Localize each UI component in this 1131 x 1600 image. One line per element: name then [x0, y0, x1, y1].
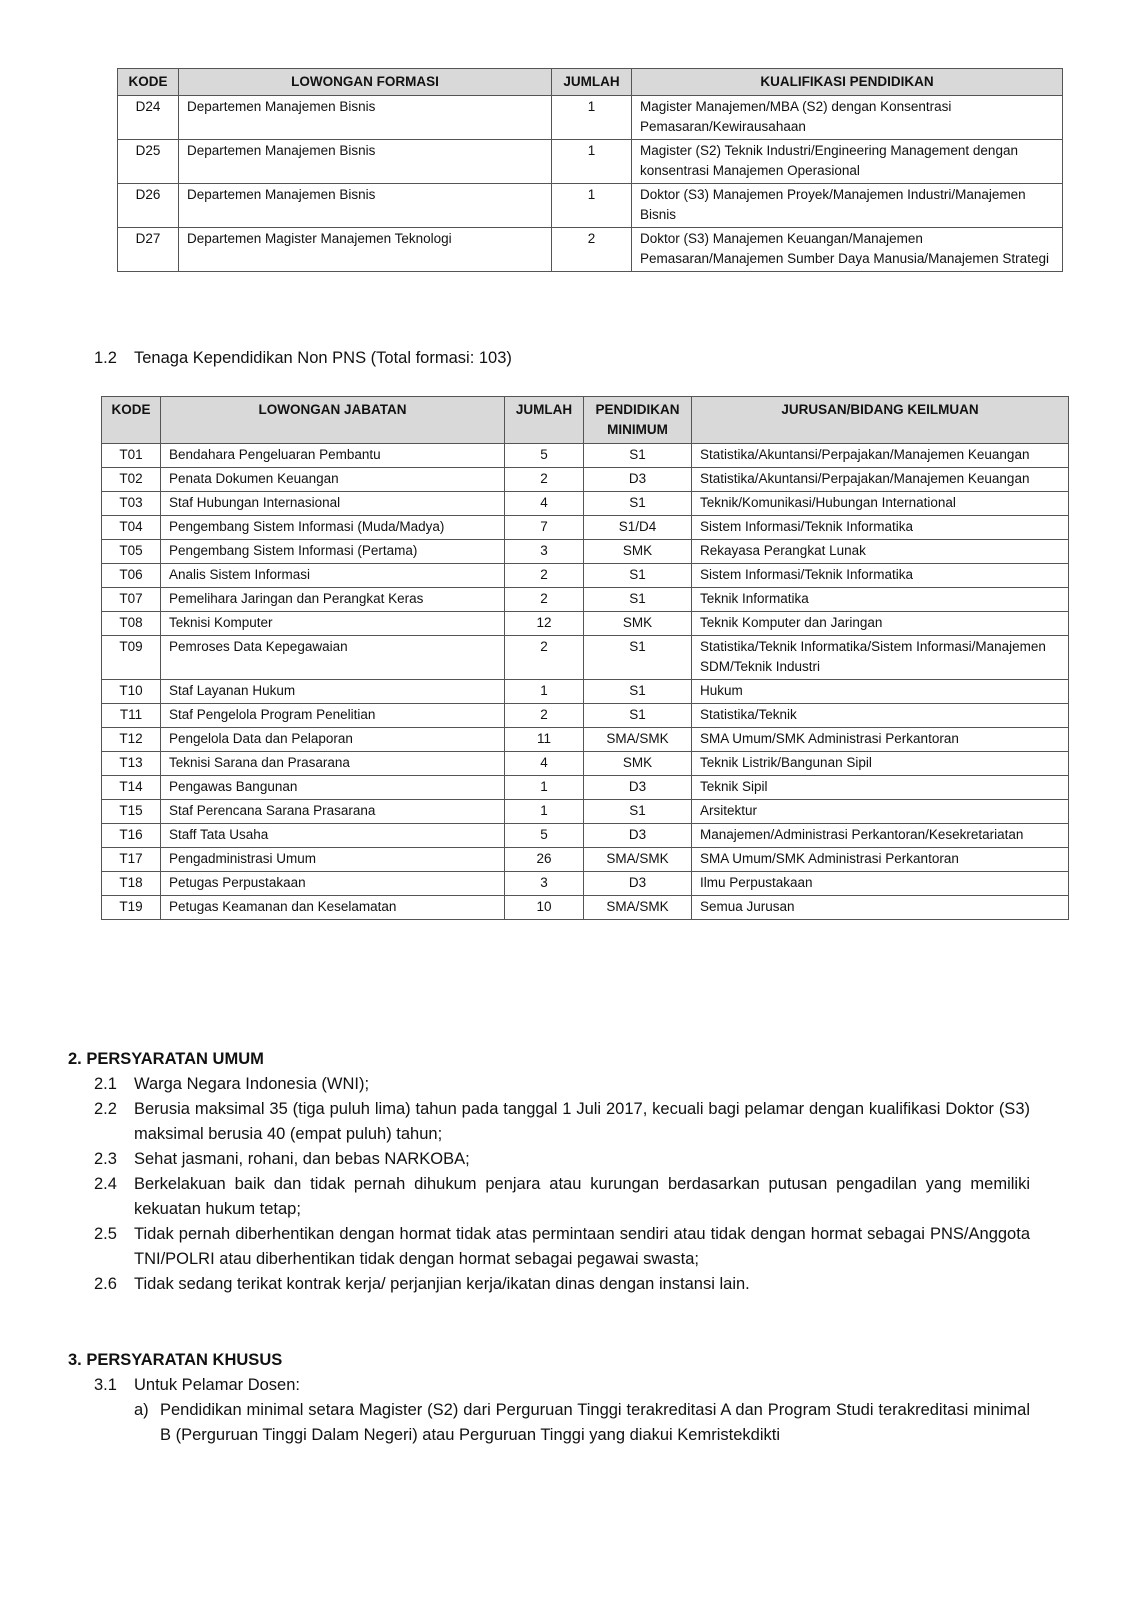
- table-cell: Manajemen/Administrasi Perkantoran/Kesekretariatan: [692, 824, 1069, 848]
- table-cell: S1: [584, 492, 692, 516]
- sub-title: Untuk Pelamar Dosen:: [134, 1376, 300, 1394]
- item-text: Berusia maksimal 35 (tiga puluh lima) tahun pada tanggal 1 Juli 2017, kecuali bagi pelamar dengan kualifikasi Doktor (S3) maksimal berusia 40 (empat puluh) tahun;: [134, 1100, 1030, 1143]
- table-cell: SMK: [584, 752, 692, 776]
- table-cell: Semua Jurusan: [692, 896, 1069, 920]
- table-cell: Staf Perencana Sarana Prasarana: [161, 800, 505, 824]
- table-cell: 2: [505, 588, 584, 612]
- table-cell: T14: [102, 776, 161, 800]
- table-row: [118, 140, 1063, 184]
- table-cell: 2: [505, 468, 584, 492]
- table-cell: 12: [505, 612, 584, 636]
- table-cell: Bendahara Pengeluaran Pembantu: [161, 444, 505, 468]
- table-cell: Teknisi Komputer: [161, 612, 505, 636]
- table-cell: Staf Hubungan Internasional: [161, 492, 505, 516]
- list-item: [68, 1222, 1030, 1272]
- table-cell: T02: [102, 468, 161, 492]
- table-cell: S1: [584, 564, 692, 588]
- table-row: [118, 96, 1063, 140]
- table-cell: T09: [102, 636, 161, 680]
- table-row: [102, 516, 1069, 540]
- item-number: 2.1: [94, 1075, 117, 1093]
- section-title: Tenaga Kependidikan Non PNS (Total formasi: 103): [134, 349, 512, 367]
- table-cell: T12: [102, 728, 161, 752]
- table-cell: T19: [102, 896, 161, 920]
- list-item: [68, 1172, 1030, 1222]
- item-number: 2.2: [94, 1100, 117, 1118]
- table-cell: 2: [505, 704, 584, 728]
- tenaga-kependidikan-table: [101, 396, 1069, 920]
- table-cell: SMA Umum/SMK Administrasi Perkantoran: [692, 728, 1069, 752]
- table-cell: Penata Dokumen Keuangan: [161, 468, 505, 492]
- item-text: Tidak sedang terikat kontrak kerja/ perjanjian kerja/ikatan dinas dengan instansi lain.: [134, 1275, 750, 1293]
- table-cell: 2: [505, 564, 584, 588]
- table-cell: S1/D4: [584, 516, 692, 540]
- table-cell: Petugas Keamanan dan Keselamatan: [161, 896, 505, 920]
- table-cell: T01: [102, 444, 161, 468]
- table-row: [102, 468, 1069, 492]
- table-cell: 4: [505, 752, 584, 776]
- table-row: [102, 564, 1069, 588]
- table-cell: 11: [505, 728, 584, 752]
- table-cell: T06: [102, 564, 161, 588]
- table-cell: Analis Sistem Informasi: [161, 564, 505, 588]
- table-cell: 7: [505, 516, 584, 540]
- table-cell: T15: [102, 800, 161, 824]
- table-cell: D26: [118, 184, 179, 228]
- table-cell: Pengadministrasi Umum: [161, 848, 505, 872]
- table-row: [102, 636, 1069, 680]
- table-cell: SMK: [584, 612, 692, 636]
- table-cell: Staf Pengelola Program Penelitian: [161, 704, 505, 728]
- section-2: [68, 1047, 1030, 1297]
- table-cell: 4: [505, 492, 584, 516]
- table-cell: 5: [505, 824, 584, 848]
- table-cell: T18: [102, 872, 161, 896]
- table-row: [102, 680, 1069, 704]
- table-cell: Teknik Informatika: [692, 588, 1069, 612]
- table-cell: Teknik Komputer dan Jaringan: [692, 612, 1069, 636]
- table-cell: Statistika/Teknik Informatika/Sistem Informasi/Manajemen SDM/Teknik Industri: [692, 636, 1069, 680]
- item-text: Pendidikan minimal setara Magister (S2) dari Perguruan Tinggi terakreditasi A dan Program Studi terakreditasi minimal B (Perguruan Tinggi Dalam Negeri) atau Perguruan Tinggi yang diakui Kemristekdikti: [160, 1401, 1030, 1444]
- table-cell: S1: [584, 800, 692, 824]
- table-cell: Departemen Magister Manajemen Teknologi: [179, 228, 552, 272]
- item-label: a): [134, 1401, 149, 1419]
- column-header: LOWONGAN FORMASI: [179, 69, 552, 96]
- table-cell: T05: [102, 540, 161, 564]
- section-1-2-heading: [94, 346, 994, 371]
- table-cell: 3: [505, 872, 584, 896]
- section-2-heading: 2. PERSYARATAN UMUM: [68, 1050, 264, 1068]
- item-number: 2.5: [94, 1225, 117, 1243]
- table-cell: 1: [552, 140, 632, 184]
- table-cell: Magister Manajemen/MBA (S2) dengan Konsentrasi Pemasaran/Kewirausahaan: [632, 96, 1063, 140]
- table-cell: Magister (S2) Teknik Industri/Engineering Management dengan konsentrasi Manajemen Operasional: [632, 140, 1063, 184]
- table-cell: S1: [584, 444, 692, 468]
- table-cell: Departemen Manajemen Bisnis: [179, 96, 552, 140]
- table-cell: Rekayasa Perangkat Lunak: [692, 540, 1069, 564]
- table-cell: Statistika/Akuntansi/Perpajakan/Manajemen Keuangan: [692, 444, 1069, 468]
- column-header: KUALIFIKASI PENDIDIKAN: [632, 69, 1063, 96]
- table-cell: D3: [584, 872, 692, 896]
- table-cell: S1: [584, 636, 692, 680]
- table-cell: Teknik Sipil: [692, 776, 1069, 800]
- table-cell: Departemen Manajemen Bisnis: [179, 184, 552, 228]
- table-row: [102, 588, 1069, 612]
- table-cell: Doktor (S3) Manajemen Keuangan/Manajemen Pemasaran/Manajemen Sumber Daya Manusia/Manajemen Strategi: [632, 228, 1063, 272]
- table-cell: Pengembang Sistem Informasi (Muda/Madya): [161, 516, 505, 540]
- table-cell: 2: [505, 636, 584, 680]
- column-header: KODE: [118, 69, 179, 96]
- column-header: JUMLAH: [505, 397, 584, 444]
- table-cell: T08: [102, 612, 161, 636]
- table-cell: Sistem Informasi/Teknik Informatika: [692, 516, 1069, 540]
- table-cell: SMK: [584, 540, 692, 564]
- table-cell: Pengembang Sistem Informasi (Pertama): [161, 540, 505, 564]
- table-cell: Pengawas Bangunan: [161, 776, 505, 800]
- table-cell: 5: [505, 444, 584, 468]
- section-3: [68, 1348, 1030, 1448]
- table-row: [102, 800, 1069, 824]
- table-cell: 3: [505, 540, 584, 564]
- table-row: [102, 848, 1069, 872]
- table-cell: Teknik/Komunikasi/Hubungan International: [692, 492, 1069, 516]
- table-cell: D3: [584, 824, 692, 848]
- list-item: [68, 1147, 1030, 1172]
- table-row: [102, 540, 1069, 564]
- table-row: [102, 872, 1069, 896]
- table-cell: T17: [102, 848, 161, 872]
- item-number: 2.6: [94, 1275, 117, 1293]
- table-cell: Pengelola Data dan Pelaporan: [161, 728, 505, 752]
- table-cell: Arsitektur: [692, 800, 1069, 824]
- table-cell: Doktor (S3) Manajemen Proyek/Manajemen Industri/Manajemen Bisnis: [632, 184, 1063, 228]
- table-cell: Petugas Perpustakaan: [161, 872, 505, 896]
- table-cell: SMA/SMK: [584, 728, 692, 752]
- table-cell: S1: [584, 680, 692, 704]
- column-header: KODE: [102, 397, 161, 444]
- column-header: JURUSAN/BIDANG KEILMUAN: [692, 397, 1069, 444]
- table-cell: Staff Tata Usaha: [161, 824, 505, 848]
- table-cell: 2: [552, 228, 632, 272]
- sub-number: 3.1: [94, 1376, 117, 1394]
- table-cell: Pemelihara Jaringan dan Perangkat Keras: [161, 588, 505, 612]
- table-cell: Staf Layanan Hukum: [161, 680, 505, 704]
- table-cell: D3: [584, 776, 692, 800]
- table-cell: T03: [102, 492, 161, 516]
- table-cell: Hukum: [692, 680, 1069, 704]
- list-item: [68, 1272, 1030, 1297]
- table-cell: Statistika/Akuntansi/Perpajakan/Manajemen Keuangan: [692, 468, 1069, 492]
- table-cell: D27: [118, 228, 179, 272]
- item-number: 2.4: [94, 1175, 117, 1193]
- table-cell: T16: [102, 824, 161, 848]
- table-cell: Teknik Listrik/Bangunan Sipil: [692, 752, 1069, 776]
- table-cell: S1: [584, 704, 692, 728]
- formasi-dosen-table: [117, 68, 1063, 272]
- table-row: [102, 704, 1069, 728]
- section-number: 1.2: [94, 349, 117, 367]
- table-cell: Ilmu Perpustakaan: [692, 872, 1069, 896]
- item-text: Warga Negara Indonesia (WNI);: [134, 1075, 370, 1093]
- table-cell: 1: [505, 800, 584, 824]
- table-row: [118, 184, 1063, 228]
- table-cell: 10: [505, 896, 584, 920]
- table-cell: Pemroses Data Kepegawaian: [161, 636, 505, 680]
- table-row: [102, 776, 1069, 800]
- item-number: 2.3: [94, 1150, 117, 1168]
- table-row: [102, 728, 1069, 752]
- table-cell: SMA Umum/SMK Administrasi Perkantoran: [692, 848, 1069, 872]
- table-cell: Statistika/Teknik: [692, 704, 1069, 728]
- list-item: [68, 1072, 1030, 1097]
- section-3-heading: 3. PERSYARATAN KHUSUS: [68, 1351, 283, 1369]
- column-header: PENDIDIKAN MINIMUM: [584, 397, 692, 444]
- table-row: [102, 444, 1069, 468]
- table-cell: D3: [584, 468, 692, 492]
- table-cell: 1: [505, 680, 584, 704]
- table-cell: D25: [118, 140, 179, 184]
- table-row: [118, 228, 1063, 272]
- table-row: [102, 492, 1069, 516]
- table-cell: 1: [552, 184, 632, 228]
- table-cell: T07: [102, 588, 161, 612]
- table-row: [102, 612, 1069, 636]
- table-cell: T10: [102, 680, 161, 704]
- table-cell: Sistem Informasi/Teknik Informatika: [692, 564, 1069, 588]
- table-cell: S1: [584, 588, 692, 612]
- table-cell: T11: [102, 704, 161, 728]
- table-cell: 1: [505, 776, 584, 800]
- table-cell: SMA/SMK: [584, 848, 692, 872]
- table-row: [102, 824, 1069, 848]
- table-cell: T13: [102, 752, 161, 776]
- table-cell: 1: [552, 96, 632, 140]
- table-cell: T04: [102, 516, 161, 540]
- list-item: [68, 1097, 1030, 1147]
- table-row: [102, 896, 1069, 920]
- table-cell: SMA/SMK: [584, 896, 692, 920]
- table-cell: D24: [118, 96, 179, 140]
- column-header: LOWONGAN JABATAN: [161, 397, 505, 444]
- table-cell: Departemen Manajemen Bisnis: [179, 140, 552, 184]
- item-text: Sehat jasmani, rohani, dan bebas NARKOBA;: [134, 1150, 470, 1168]
- item-text: Berkelakuan baik dan tidak pernah dihukum penjara atau kurungan berdasarkan putusan pengadilan yang memiliki kekuatan hukum tetap;: [134, 1175, 1030, 1218]
- item-text: Tidak pernah diberhentikan dengan hormat tidak atas permintaan sendiri atau tidak dengan hormat sebagai PNS/Anggota TNI/POLRI atau diberhentikan tidak dengan hormat sebagai pegawai swasta;: [134, 1225, 1030, 1268]
- table-row: [102, 752, 1069, 776]
- table-cell: 26: [505, 848, 584, 872]
- table-cell: Teknisi Sarana dan Prasarana: [161, 752, 505, 776]
- column-header: JUMLAH: [552, 69, 632, 96]
